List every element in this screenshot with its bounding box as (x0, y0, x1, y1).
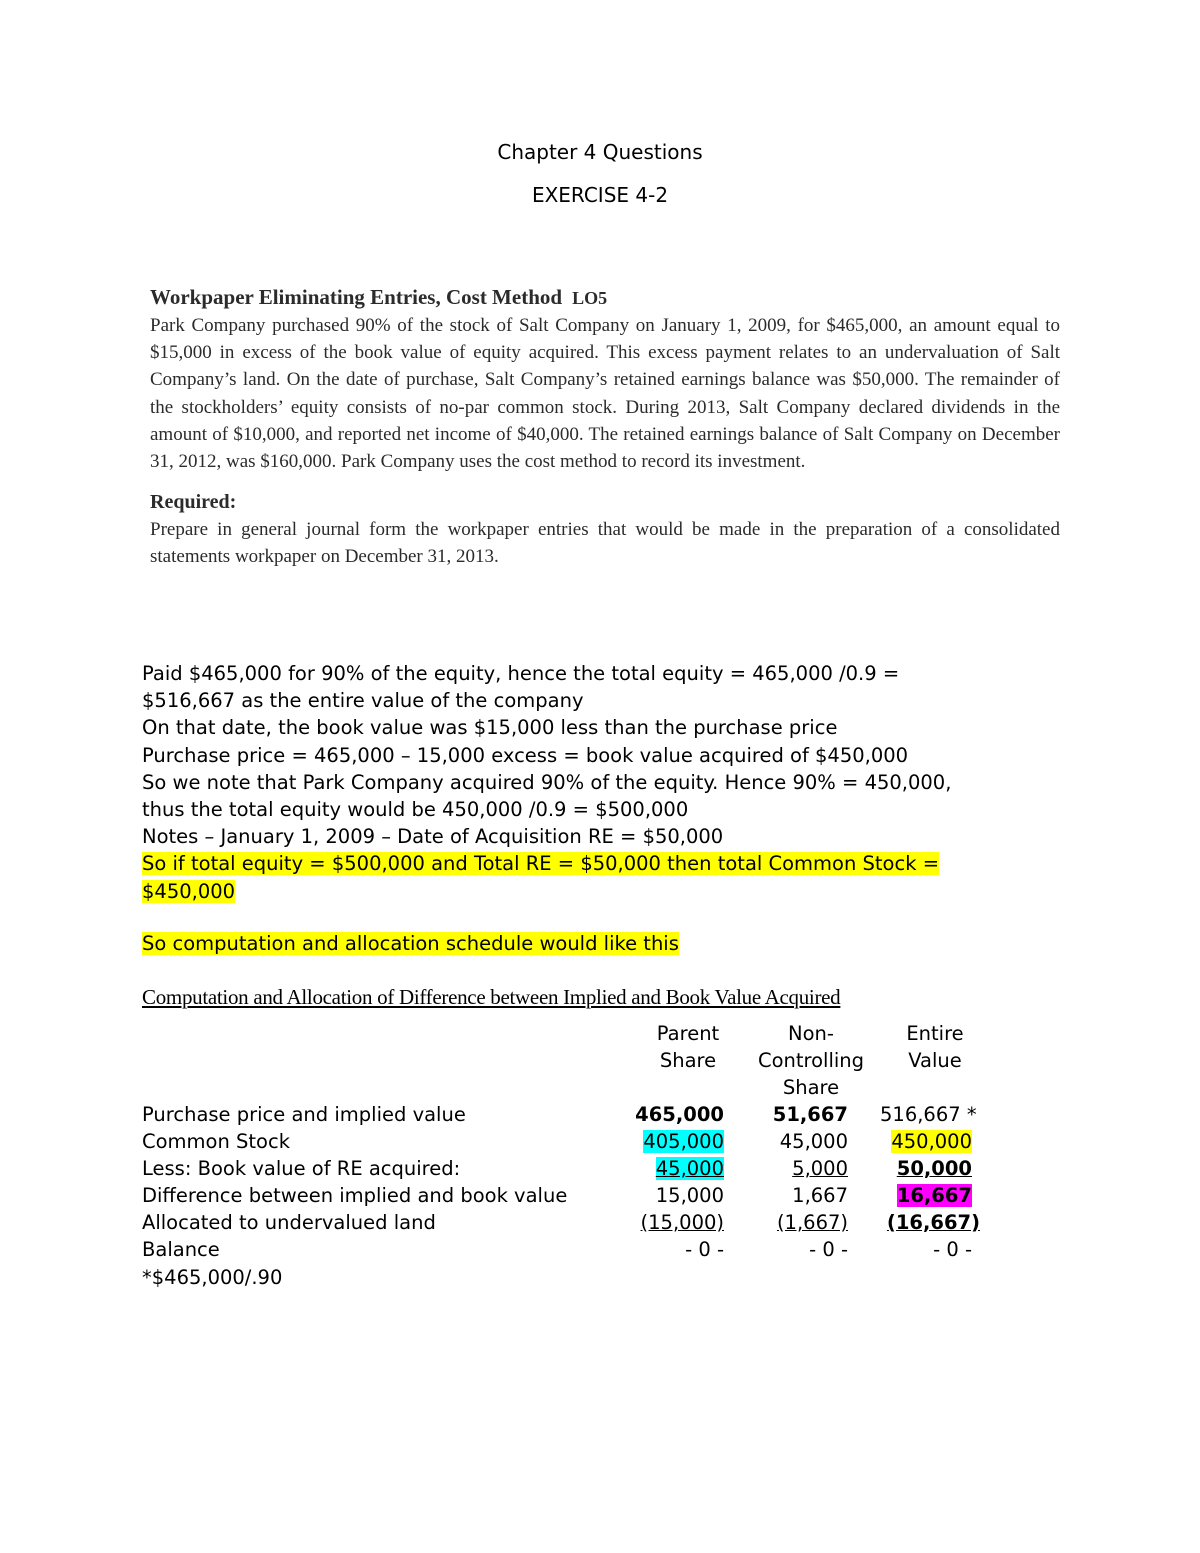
cell-noncontrolling (740, 1155, 848, 1182)
problem-body: Park Company purchased 90% of the stock of Salt Company on January 1, 2009, for $465,000, an amount equal to $15,000 in excess of the book value of equity acquired. This excess payment relates to an undervaluation of Salt Company’s land. On the date of purchase, Salt Company’s retained earnings balance was $50,000. The remainder of the stockholders’ equity consists of no-par common stock. During 2013, Salt Company declared dividends in the amount of $10,000, and reported net income of $40,000. The retained earnings balance of Salt Company on December 31, 2012, was $160,000. Park Company uses the cost method to record its investment. (150, 315, 1060, 473)
note-line: Purchase price = 465,000 – 15,000 excess = book value acquired of $450,000 (142, 743, 909, 767)
computation-note-text: So computation and allocation schedule would like this (142, 932, 679, 955)
cell-entire (860, 1155, 972, 1182)
computation-note (142, 930, 679, 957)
cell-noncontrolling: - 0 - (809, 1238, 848, 1261)
learning-objective-badge: LO5 (572, 285, 607, 312)
note-line: $516,667 as the entire value of the company (142, 689, 584, 713)
cell-entire-value: (16,667) (886, 1211, 980, 1234)
note-line: Paid $465,000 for 90% of the equity, hence the total equity = 465,000 /0.9 = (142, 662, 900, 685)
cell-parent-value: (15,000) (640, 1211, 724, 1234)
header-line: Share (782, 1076, 840, 1099)
note-line: So we note that Park Company acquired 90% of the equity. Hence 90% = 450,000, (142, 770, 952, 794)
cell-entire-value: 50,000 (896, 1157, 972, 1180)
required-text: Prepare in general journal form the workpaper entries that would be made in the preparation of a consolidated statements workpaper on December 31, 2013. (150, 519, 1060, 568)
column-header-entire (880, 1020, 990, 1074)
schedule-title: Computation and Allocation of Difference between Implied and Book Value Acquired (142, 985, 841, 1009)
cell-noncontrolling-value: 5,000 (792, 1157, 848, 1180)
cell-noncontrolling: 45,000 (779, 1130, 848, 1153)
header-line: Controlling (757, 1049, 865, 1072)
header-line: Share (659, 1049, 717, 1072)
row-label: Difference between implied and book value (142, 1184, 568, 1207)
cell-noncontrolling: 51,667 (772, 1103, 848, 1126)
row-label: Balance (142, 1238, 220, 1261)
note-line: On that date, the book value was $15,000 less than the purchase price (142, 716, 838, 740)
cell-entire-value: 450,000 (891, 1130, 972, 1153)
cell-entire-value: 16,667 (896, 1184, 972, 1207)
note-line: Notes – January 1, 2009 – Date of Acquisition RE = $50,000 (142, 825, 724, 849)
cell-parent-value: 405,000 (643, 1130, 724, 1153)
row-label: Allocated to undervalued land (142, 1211, 436, 1234)
cell-noncontrolling (740, 1209, 848, 1236)
cell-parent (600, 1155, 724, 1182)
cell-entire (860, 1182, 972, 1209)
exercise-number: EXERCISE 4-2 (531, 183, 669, 207)
header-line: Entire (906, 1022, 964, 1045)
row-label: Less: Book value of RE acquired: (142, 1157, 461, 1180)
cell-parent: - 0 - (685, 1238, 724, 1261)
cell-noncontrolling: 1,667 (792, 1184, 848, 1207)
required-label: Required: (150, 491, 237, 514)
cell-parent: 465,000 (635, 1103, 724, 1126)
solution-notes (142, 660, 1062, 905)
header-line: Parent (656, 1022, 720, 1045)
highlighted-note (142, 850, 1062, 877)
cell-parent-value: 45,000 (655, 1157, 724, 1180)
cell-entire: - 0 - (933, 1238, 972, 1261)
row-label: Purchase price and implied value (142, 1103, 466, 1126)
cell-entire: 516,667 * (880, 1103, 977, 1126)
cell-noncontrolling-value: (1,667) (776, 1211, 848, 1234)
row-label: Common Stock (142, 1130, 290, 1153)
cell-parent (600, 1209, 724, 1236)
highlighted-note-text: $450,000 (142, 879, 236, 903)
cell-parent (600, 1128, 724, 1155)
cell-entire (868, 1209, 980, 1236)
textbook-problem (150, 284, 1060, 571)
header-line: Value (908, 1049, 962, 1072)
page-title: Chapter 4 Questions (497, 140, 703, 164)
header-line: Non- (788, 1022, 834, 1045)
note-line: thus the total equity would be 450,000 /0.9 = $500,000 (142, 798, 689, 822)
schedule-footnote: *$465,000/.90 (142, 1266, 283, 1289)
highlighted-note-text: So if total equity = $500,000 and Total RE = $50,000 then total Common Stock = (142, 852, 940, 876)
column-header-parent (628, 1020, 748, 1074)
problem-heading-text: Workpaper Eliminating Entries, Cost Method (150, 285, 563, 309)
highlighted-note (142, 878, 1062, 905)
cell-entire (860, 1128, 972, 1155)
problem-heading (150, 284, 1060, 312)
column-header-noncontrolling (740, 1020, 882, 1101)
cell-parent: 15,000 (655, 1184, 724, 1207)
